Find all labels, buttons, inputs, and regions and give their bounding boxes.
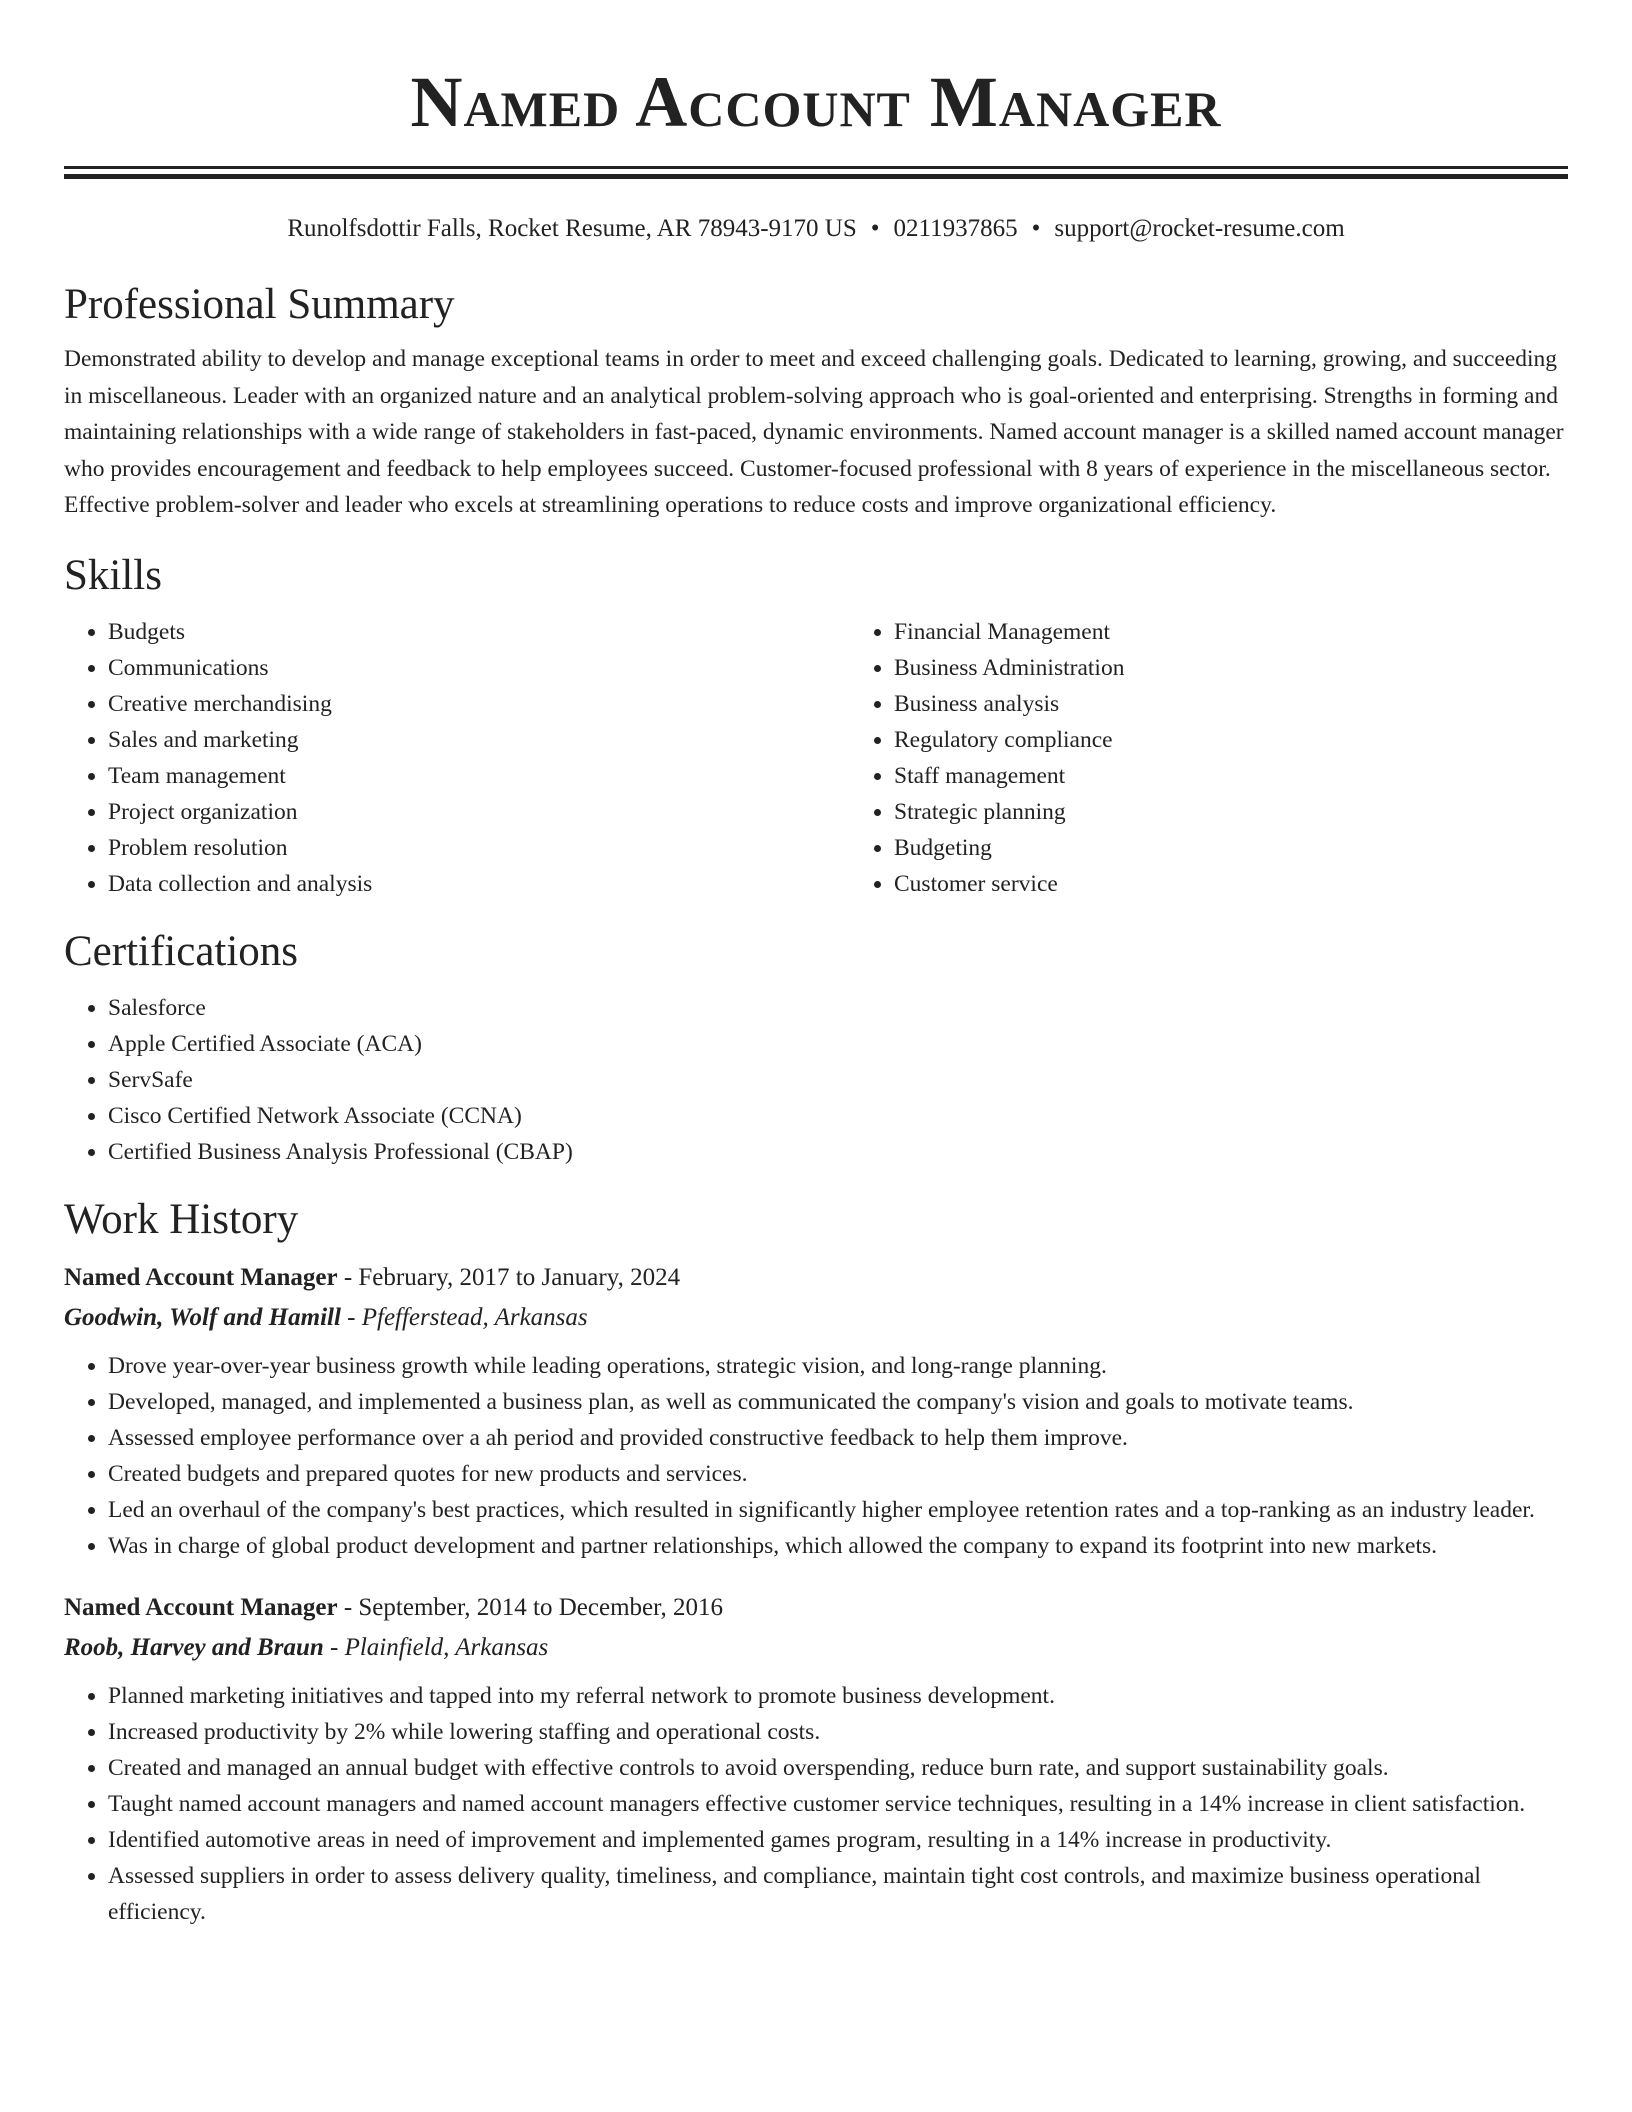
job-location: - Plainfield, Arkansas [323,1633,549,1661]
skills-columns [64,614,1568,902]
skill-item: • Data collection and analysis [108,866,850,902]
resume-name: Named Account Manager [410,62,1222,142]
job-title: Named Account Manager [64,1263,338,1291]
job-bullet: • Created and managed an annual budget with effective controls to avoid overspending, reduce burn rate, and support sustainability goals. [108,1750,1568,1786]
skill-item: • Business Administration [894,650,1632,686]
job-bullets [64,1348,1568,1564]
skill-item: • Regulatory compliance [894,722,1632,758]
job-company: Goodwin, Wolf and Hamill [64,1303,341,1331]
summary-section [64,279,1568,524]
skills-list-right [850,614,1632,902]
skill-item: • Project organization [108,794,850,830]
job-bullet: • Taught named account managers and named account managers effective customer service techniques, resulting in a 14% increase in client satisfaction. [108,1786,1568,1822]
contact-email: support@rocket-resume.com [1054,215,1345,242]
skill-item: • Budgets [108,614,850,650]
job-title-line [64,1258,1568,1298]
skills-section [64,550,1568,902]
job-bullet: • Drove year-over-year business growth while leading operations, strategic vision, and long-range planning. [108,1348,1568,1384]
summary-heading: Professional Summary [64,281,455,328]
skill-item: • Team management [108,758,850,794]
contact-separator: • [1031,215,1041,242]
certification-item: • Apple Certified Associate (ACA) [108,1026,1568,1062]
skills-heading: Skills [64,551,162,599]
certifications-heading: Certifications [64,927,299,975]
contact-separator: • [870,215,880,242]
job-title-line [64,1588,1568,1628]
certification-item: • ServSafe [108,1062,1568,1098]
job-bullet: • Was in charge of global product development and partner relationships, which allowed the company to expand its footprint into new markets. [108,1528,1568,1564]
job-bullet: • Developed, managed, and implemented a business plan, as well as communicated the company's vision and goals to motivate teams. [108,1384,1568,1420]
skill-item: • Customer service [894,866,1632,902]
certification-item: • Cisco Certified Network Associate (CCNA) [108,1098,1568,1134]
job-entry [64,1258,1568,1564]
job-bullet: • Identified automotive areas in need of improvement and implemented games program, resulting in a 14% increase in productivity. [108,1822,1568,1858]
contact-phone: 0211937865 [893,215,1018,242]
certifications-list [64,990,1568,1170]
skill-item: • Financial Management [894,614,1632,650]
job-bullet: • Created budgets and prepared quotes for new products and services. [108,1456,1568,1492]
job-company: Roob, Harvey and Braun [64,1633,324,1661]
skill-item: • Strategic planning [894,794,1632,830]
skill-item: • Sales and marketing [108,722,850,758]
certification-item: • Salesforce [108,990,1568,1026]
job-entry [64,1588,1568,1930]
summary-text: Demonstrated ability to develop and manage exceptional teams in order to meet and exceed challenging goals. Dedicated to learning, growing, and succeeding in miscellaneous. Leader with an organized nature and an analytical problem-solving approach who is goal-oriented and enterprising. Strengths in forming and maintaining relationships with a wide range of stakeholders in fast-paced, dynamic environments. Named account manager is a skilled named account manager who provides encouragement and feedback to help employees succeed. Customer-focused professional with 8 years of experience in the miscellaneous sector. Effective problem-solver and leader who excels at streamlining operations to reduce costs and improve organizational efficiency. [64,346,1564,518]
skill-item: • Problem resolution [108,830,850,866]
job-company-line [64,1298,1568,1338]
job-dates: - September, 2014 to December, 2016 [337,1593,723,1621]
job-bullets [64,1678,1568,1930]
job-bullet: • Led an overhaul of the company's best practices, which resulted in significantly higher employee retention rates and a top-ranking as an industry leader. [108,1492,1568,1528]
job-bullet: • Assessed suppliers in order to assess delivery quality, timeliness, and compliance, maintain tight cost controls, and maximize business operational efficiency. [108,1858,1568,1930]
skill-item: • Business analysis [894,686,1632,722]
job-title: Named Account Manager [64,1593,338,1621]
work-history-heading: Work History [64,1195,299,1243]
job-company-line [64,1628,1568,1668]
skill-item: • Staff management [894,758,1632,794]
skill-item: • Budgeting [894,830,1632,866]
job-bullet: • Planned marketing initiatives and tapped into my referral network to promote business development. [108,1678,1568,1714]
skill-item: • Creative merchandising [108,686,850,722]
job-bullet: • Assessed employee performance over a ah period and provided constructive feedback to help them improve. [108,1420,1568,1456]
skill-item: • Communications [108,650,850,686]
job-bullet: • Increased productivity by 2% while lowering staffing and operational costs. [108,1714,1568,1750]
contact-address: Runolfsdottir Falls, Rocket Resume, AR 78943-9170 US [287,215,857,242]
work-history-section [64,1194,1568,1930]
header-rule-bottom [64,174,1568,179]
contact-line [64,213,1568,245]
certification-item: • Certified Business Analysis Professional (CBAP) [108,1134,1568,1170]
job-location: - Pfefferstead, Arkansas [340,1303,588,1331]
certifications-section [64,926,1568,1170]
skills-list-left [64,614,850,902]
job-dates: - February, 2017 to January, 2024 [337,1263,681,1291]
header-rule-top [64,166,1568,169]
